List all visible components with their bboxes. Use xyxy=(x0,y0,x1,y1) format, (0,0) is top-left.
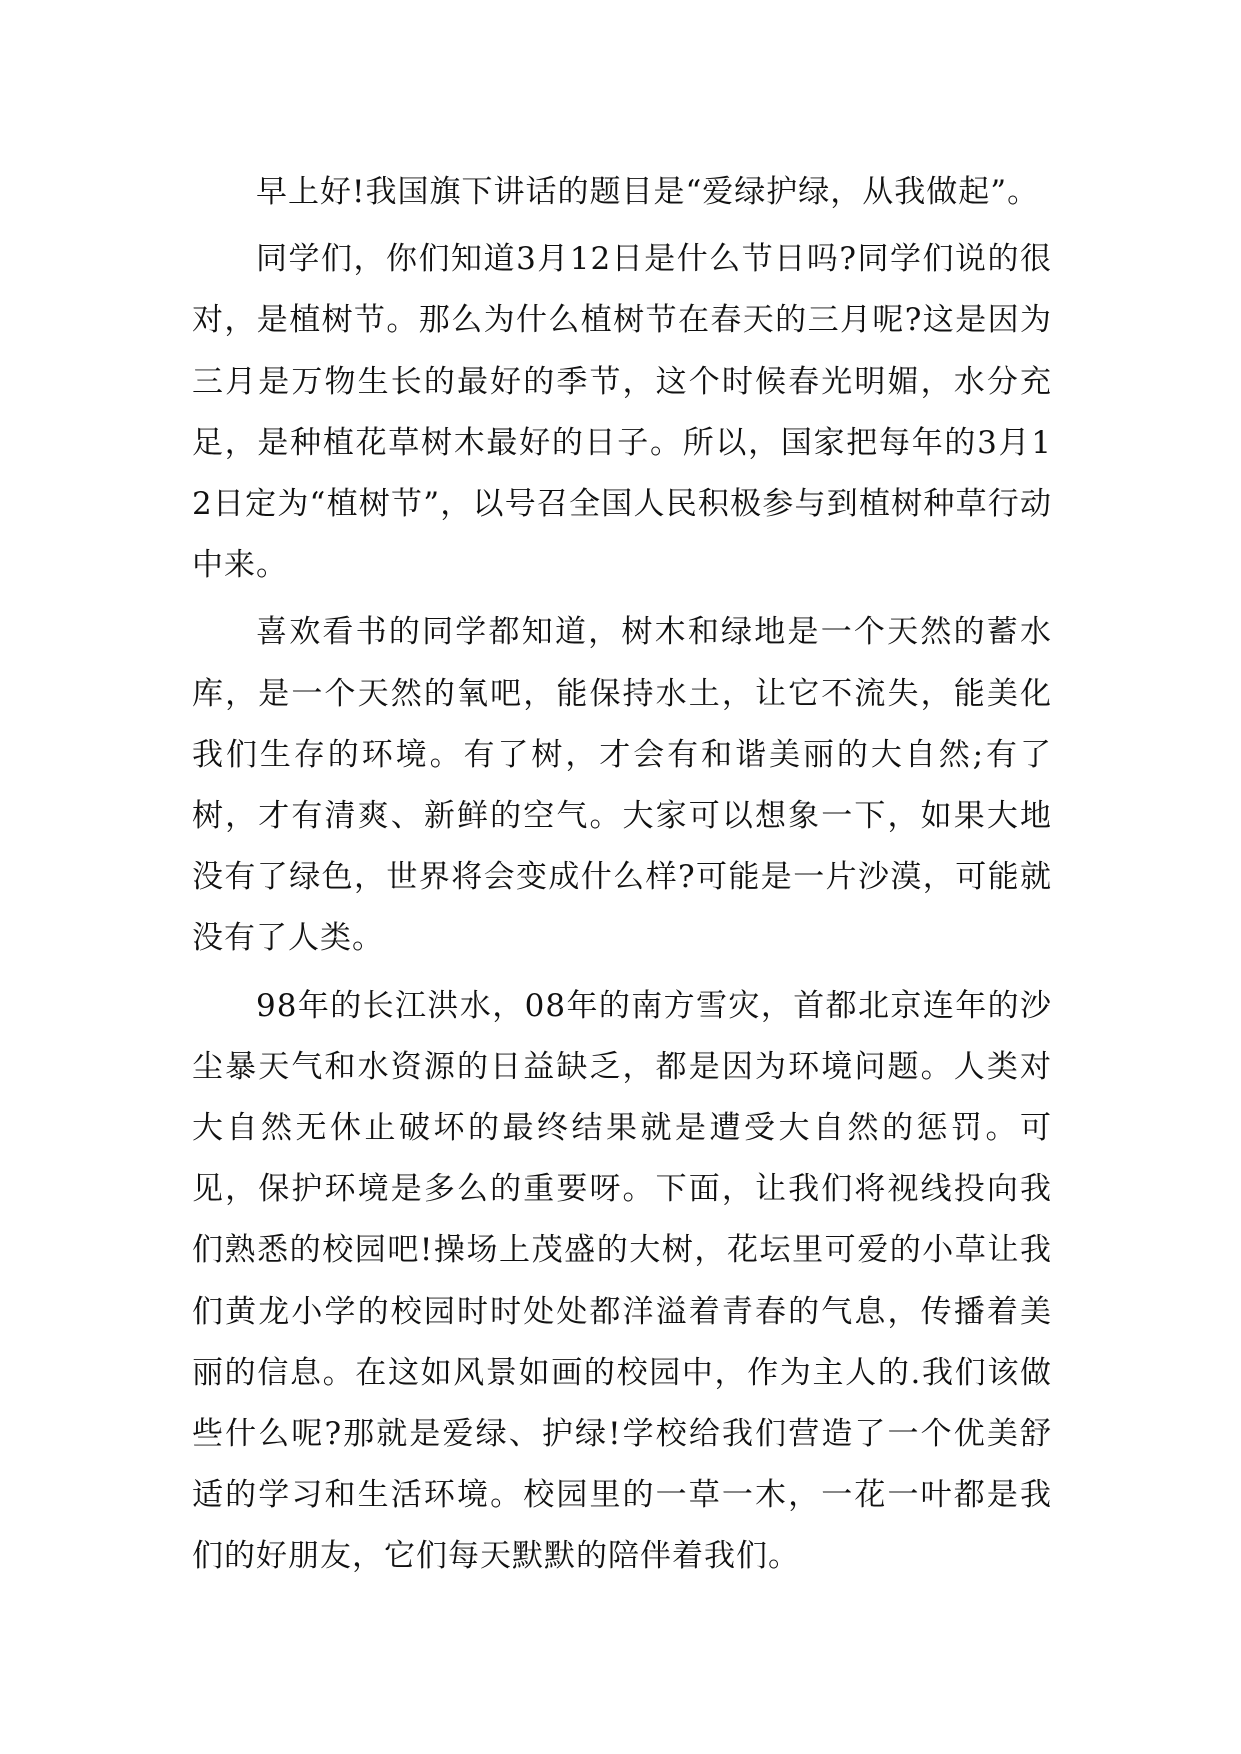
paragraph-greeting: 早上好!我国旗下讲话的题目是“爱绿护绿，从我做起”。 xyxy=(256,174,1040,210)
paragraph-trees-benefits: 喜欢看书的同学都知道，树木和绿地是一个天然的蓄水库，是一个天然的氧吧，能保持水土，让它不流失，能美化我们生存的环境。有了树，才会有和谐美丽的大自然;有了树，才有清爽、新鲜的空气。大家可以想象一下，如果大地没有了绿色，世界将会变成什么样?可能是一片沙漠，可能就没有了人类。 xyxy=(192,614,1052,957)
paragraph-environment-campus: 98年的长江洪水，08年的南方雪灾，首都北京连年的沙尘暴天气和水资源的日益缺乏，都是因为环境问题。人类对大自然无休止破坏的最终结果就是遭受大自然的惩罚。可见，保护环境是多么的重要呀。下面，让我们将视线投向我们熟悉的校园吧!操场上茂盛的大树，花坛里可爱的小草让我们黄龙小学的校园时时处处都洋溢着青春的气息，传播着美丽的信息。在这如风景如画的校园中，作为主人的.我们该做些什么呢?那就是爱绿、护绿!学校给我们营造了一个优美舒适的学习和生活环境。校园里的一草一木，一花一叶都是我们的好朋友，它们每天默默的陪伴着我们。 xyxy=(192,987,1052,1575)
paragraph-arbor-day: 同学们，你们知道3月12日是什么节日吗?同学们说的很对，是植树节。那么为什么植树节在春天的三月呢?这是因为三月是万物生长的最好的季节，这个时候春光明媚，水分充足，是种植花草树木最好的日子。所以，国家把每年的3月12日定为“植树节”，以号召全国人民积极参与到植树种草行动中来。 xyxy=(192,241,1052,584)
document-body xyxy=(192,162,1052,1594)
